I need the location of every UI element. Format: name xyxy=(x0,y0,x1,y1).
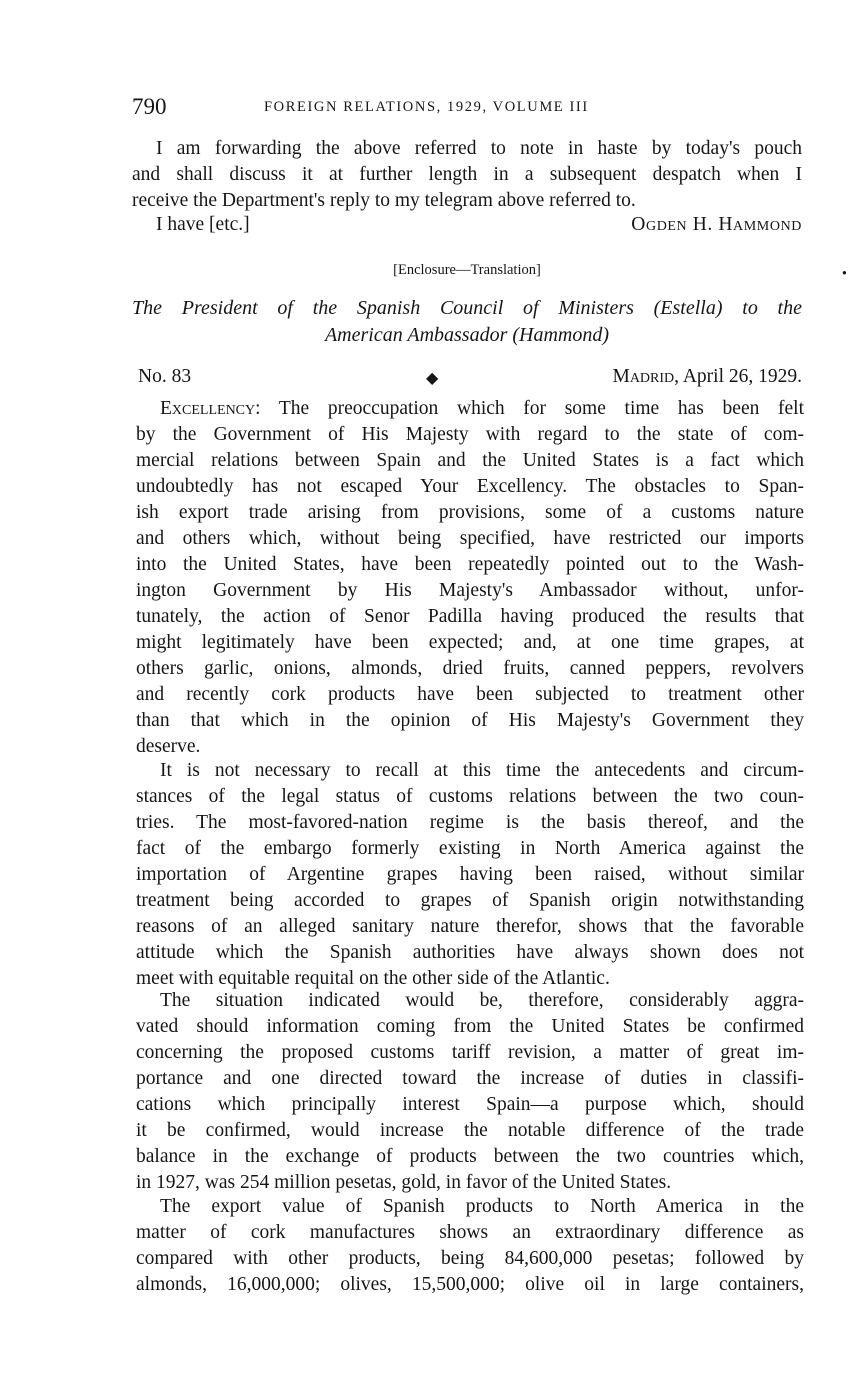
date: , April 26, 1929. xyxy=(674,366,802,387)
text-line: cations which principally interest Spain—a purpose which, should xyxy=(136,1094,804,1115)
text-line: meet with equitable requital on the other side of the Atlantic. xyxy=(136,968,610,989)
note-number: No. 83 xyxy=(138,366,192,387)
forwarding-paragraph xyxy=(132,136,802,214)
text-line: The situation indicated would be, therefore, considerably aggra- xyxy=(160,990,804,1011)
text-fragment: The preoccupation which for some time has been felt xyxy=(278,398,804,419)
text-line: portance and one directed toward the increase of duties in classifi- xyxy=(136,1068,804,1089)
note-dateline xyxy=(138,366,802,392)
text-line: and others which, without being specified, have restricted our imports xyxy=(136,528,804,549)
text-line: ish export trade arising from provisions, some of a customs nature xyxy=(136,502,804,523)
text-line: reasons of an alleged sanitary nature therefor, shows that the favorable xyxy=(136,916,804,937)
text-line: almonds, 16,000,000; olives, 15,500,000; olive oil in large containers, xyxy=(136,1274,804,1295)
document-title xyxy=(132,295,802,349)
page-number: 790 xyxy=(132,94,167,119)
closing: I have [etc.] xyxy=(156,214,250,235)
text-line: tunately, the action of Senor Padilla having produced the results that xyxy=(136,606,804,627)
margin-speck: ● xyxy=(842,268,847,277)
enclosure-label: [Enclosure—Translation] xyxy=(393,262,541,278)
text-line: into the United States, have been repeatedly pointed out to the Wash- xyxy=(136,554,804,575)
title-line-1: The President of the Spanish Council of Ministers (Estella) to the xyxy=(132,297,802,319)
text-line: and recently cork products have been subjected to treatment other xyxy=(136,684,804,705)
text-line: balance in the exchange of products between the two countries which, xyxy=(136,1146,804,1167)
text-line: concerning the proposed customs tariff revision, a matter of great im- xyxy=(136,1042,804,1063)
salutation: Excellency: xyxy=(160,398,261,419)
text-line: undoubtedly has not escaped Your Excellency. The obstacles to Span- xyxy=(136,476,804,497)
title-line-2: American Ambassador (Hammond) xyxy=(324,324,610,346)
text-line: compared with other products, being 84,600,000 pesetas; followed by xyxy=(136,1248,804,1269)
text-line: deserve. xyxy=(136,736,201,757)
text-line: others garlic, onions, almonds, dried fruits, canned peppers, revolvers xyxy=(136,658,804,679)
text-line: stances of the legal status of customs relations between the two coun- xyxy=(136,786,804,807)
text-line xyxy=(136,396,804,422)
paragraph-4 xyxy=(136,1194,804,1298)
text-line: ington Government by His Majesty's Ambassador without, unfor- xyxy=(136,580,804,601)
running-head: FOREIGN RELATIONS, 1929, VOLUME III xyxy=(264,99,589,115)
signoff xyxy=(132,214,802,240)
text-line: tries. The most-favored-nation regime is the basis thereof, and the xyxy=(136,812,804,833)
text-line: vated should information coming from the United States be confirmed xyxy=(136,1016,804,1037)
text-line: treatment being accorded to grapes of Spanish origin notwithstanding xyxy=(136,890,804,911)
text-line: mercial relations between Spain and the United States is a fact which xyxy=(136,450,804,471)
text-line: might legitimately have been expected; and, at one time grapes, at xyxy=(136,632,804,653)
paragraph-3 xyxy=(136,988,804,1196)
text-line: it be confirmed, would increase the notable difference of the trade xyxy=(136,1120,804,1141)
text-line: fact of the embargo formerly existing in North America against the xyxy=(136,838,804,859)
place-date xyxy=(612,366,802,388)
paragraph-2 xyxy=(136,758,804,992)
signature: Ogden H. Hammond xyxy=(631,214,802,235)
text-line: The export value of Spanish products to North America in the xyxy=(160,1196,804,1217)
text-line: attitude which the Spanish authorities have always shown does not xyxy=(136,942,804,963)
page-header xyxy=(132,94,802,124)
text-line: in 1927, was 254 million pesetas, gold, in favor of the United States. xyxy=(136,1172,672,1193)
text-line: matter of cork manufactures shows an extraordinary difference as xyxy=(136,1222,804,1243)
text-line: receive the Department's reply to my telegram above referred to. xyxy=(132,190,636,211)
text-line: by the Government of His Majesty with regard to the state of com- xyxy=(136,424,804,445)
text-line: I am forwarding the above referred to note in haste by today's pouch xyxy=(156,138,802,159)
text-line: importation of Argentine grapes having been raised, without similar xyxy=(136,864,804,885)
text-line: It is not necessary to recall at this time the antecedents and circum- xyxy=(160,760,804,781)
paragraph-1 xyxy=(136,396,804,760)
bullet-marker: ◆ xyxy=(426,370,439,387)
place: Madrid xyxy=(612,366,675,387)
text-line: than that which in the opinion of His Majesty's Government they xyxy=(136,710,804,731)
text-line: and shall discuss it at further length in a subsequent despatch when I xyxy=(132,164,802,185)
